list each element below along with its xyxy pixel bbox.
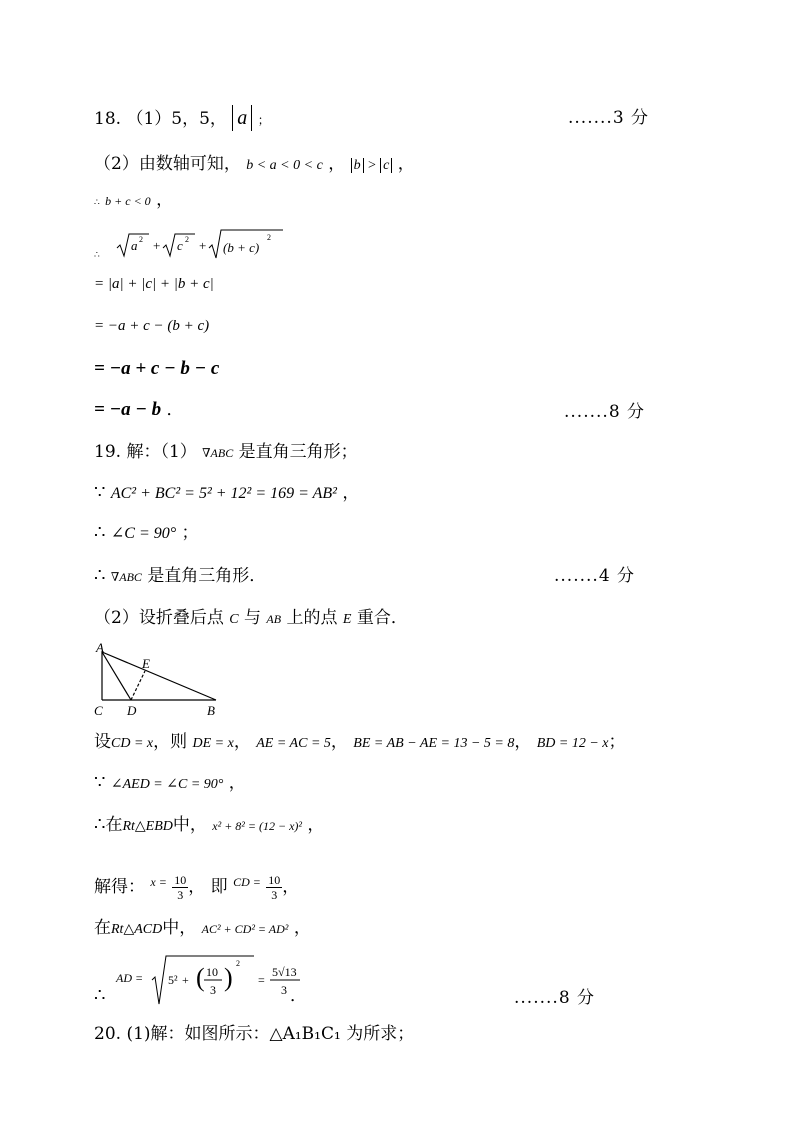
q18-sqrt-line	[94, 228, 295, 268]
that-is-text: ， 即	[188, 877, 228, 897]
abs-a: a	[232, 105, 252, 131]
therefore-symbol: ∴	[94, 198, 100, 208]
in-text: 中，	[162, 918, 197, 938]
svg-text:+: +	[153, 238, 161, 253]
score-q19-2: .......8 分	[514, 988, 596, 1008]
q18-bc-line	[94, 188, 173, 215]
therefore-line-1	[94, 521, 199, 546]
in-text: 在	[105, 815, 123, 835]
because-line-1	[94, 481, 359, 506]
part2-text: 重合．	[351, 608, 408, 628]
svg-text:2: 2	[267, 233, 272, 242]
part2-text: 上的点	[281, 608, 343, 628]
side-ab	[102, 652, 216, 700]
svg-text:2: 2	[236, 959, 240, 968]
q20-line: 20. (1)解：如图所示：△A₁B₁C₁ 为所求；	[94, 1024, 415, 1044]
solve-line	[94, 862, 299, 902]
svg-text:+: +	[199, 238, 207, 253]
comma: ，	[293, 918, 311, 938]
semicolon: ；	[608, 732, 626, 752]
then-text: ，则	[153, 732, 188, 752]
in-text: 在	[94, 918, 111, 938]
equation-ebd: x² + 8² = (12 − x)²	[212, 819, 303, 833]
comma: ，	[156, 190, 174, 210]
eq-cd: CD = x	[111, 736, 154, 751]
sqrt-c: c	[177, 238, 183, 253]
root-plus: +	[182, 973, 189, 987]
segment-ad	[102, 652, 131, 700]
root-5sq: 5²	[168, 973, 178, 987]
triangle-abc: ∇ABC	[202, 446, 234, 460]
set-text: 设	[94, 732, 111, 752]
label-e: E	[142, 656, 150, 671]
q19-suffix: 是直角三角形；	[238, 442, 358, 462]
q18-part2-text1: （2）由数轴可知，	[94, 154, 241, 174]
comma: ，	[328, 154, 346, 174]
therefore-line-2	[94, 564, 266, 589]
ad-lhs: AD =	[116, 971, 144, 985]
bc-inequality: b + c < 0	[105, 194, 151, 208]
label-c: C	[94, 703, 103, 718]
label-a: A	[96, 640, 104, 655]
q18-part1-prefix: 18. （1）5，5，	[94, 109, 227, 129]
therefore-line-3	[94, 813, 324, 839]
q18-part1	[94, 106, 270, 132]
ad-equals: =	[258, 973, 265, 987]
abs-c: c	[380, 158, 392, 173]
in-acd-line	[94, 916, 311, 942]
result-den: 3	[281, 983, 287, 997]
comma: ，	[282, 877, 300, 897]
root-num: 10	[206, 965, 218, 979]
eq-ae: AE = AC = 5	[256, 736, 331, 751]
triangle-acd: Rt△ACD	[111, 922, 163, 937]
fraction-10-3	[266, 873, 282, 902]
period: ．	[166, 400, 184, 420]
label-b: B	[207, 703, 215, 718]
part2-text: （2）设折叠后点	[94, 608, 230, 628]
result-num: 5√13	[272, 965, 297, 979]
comma: ，	[342, 483, 360, 503]
step-3: = −a + c − b − c	[94, 358, 220, 379]
step-1: = |a| + |c| + |b + c|	[94, 276, 214, 292]
q19-prefix: 19. 解：（1）	[94, 442, 197, 462]
conclusion-text: 是直角三角形．	[147, 566, 267, 586]
gt-sign: >	[363, 158, 381, 173]
eq-de: DE = x	[192, 736, 234, 751]
because-symbol: ∵	[94, 772, 106, 793]
q19-part2	[94, 606, 408, 632]
frac-den: 3	[177, 888, 184, 902]
therefore-symbol: ∴	[94, 565, 106, 586]
q18-part2	[94, 152, 415, 178]
inequality-chain: b < a < 0 < c	[246, 158, 323, 173]
svg-text:2: 2	[139, 235, 144, 244]
segment-de	[131, 671, 145, 700]
frac-num: 10	[174, 873, 187, 887]
solve-x: x =	[150, 875, 167, 889]
score-q19-1: .......4 分	[554, 566, 636, 586]
point-c: C	[229, 612, 239, 627]
because-line-2	[94, 771, 246, 797]
sqrt-bc: (b + c)	[223, 240, 260, 255]
segment-ab: AB	[266, 612, 282, 626]
therefore-symbol: ∴	[94, 522, 106, 543]
abs-b: b	[351, 158, 364, 173]
label-d: D	[127, 703, 137, 718]
comma: ，	[228, 773, 246, 793]
because-symbol: ∵	[94, 482, 106, 503]
root-den: 3	[210, 983, 216, 997]
eq-bd: BD = 12 − x	[536, 736, 609, 751]
therefore-symbol: ∴	[94, 814, 106, 835]
svg-text:(: (	[196, 963, 205, 992]
triangle-abc: ∇ABC	[110, 570, 142, 584]
part2-text: 与	[238, 608, 267, 628]
svg-text:2: 2	[185, 235, 190, 244]
score-q18-2: .......8 分	[564, 402, 646, 422]
q18-part1-suffix: ；	[257, 113, 270, 127]
therefore-symbol: ∴	[94, 250, 100, 261]
sqrt-expression	[105, 228, 295, 262]
semicolon: ；	[181, 523, 199, 543]
frac-num: 10	[268, 873, 281, 887]
fraction-10-3	[172, 873, 188, 902]
in-text: 中，	[172, 815, 207, 835]
period: ．	[290, 986, 307, 1006]
equation-acd: AC² + CD² = AD²	[201, 922, 289, 936]
comma: ，	[397, 154, 415, 174]
comma: ，	[307, 815, 325, 835]
svg-text:): )	[224, 963, 233, 992]
frac-den: 3	[271, 888, 278, 902]
triangle-ebd: Rt△EBD	[122, 819, 173, 834]
q19-part1	[94, 440, 358, 465]
triangle-figure	[92, 640, 232, 720]
solve-cd: CD =	[233, 875, 261, 889]
setup-line: 设CD = x，则 DE = x， AE = AC = 5， BE = AB − AE = 13 − 5 = 8， BD = 12 − x；	[94, 732, 626, 752]
angle-equality: ∠AED = ∠C = 90°	[110, 777, 224, 792]
point-e: E	[342, 612, 352, 627]
step-4: = −a − b	[94, 399, 162, 420]
step-2: = −a + c − (b + c)	[94, 318, 210, 334]
angle-c: ∠C = 90°	[110, 525, 177, 542]
eq-be: BE = AB − AE = 13 − 5 = 8	[353, 736, 515, 751]
score-q18-1: .......3 分	[568, 108, 650, 128]
therefore-symbol: ∴	[94, 985, 106, 1006]
step-4-line	[94, 398, 184, 422]
sqrt-a: a	[131, 238, 138, 253]
solve-text: 解得：	[94, 877, 145, 897]
pythagoras-check: AC² + BC² = 5² + 12² = 169 = AB²	[110, 485, 337, 502]
